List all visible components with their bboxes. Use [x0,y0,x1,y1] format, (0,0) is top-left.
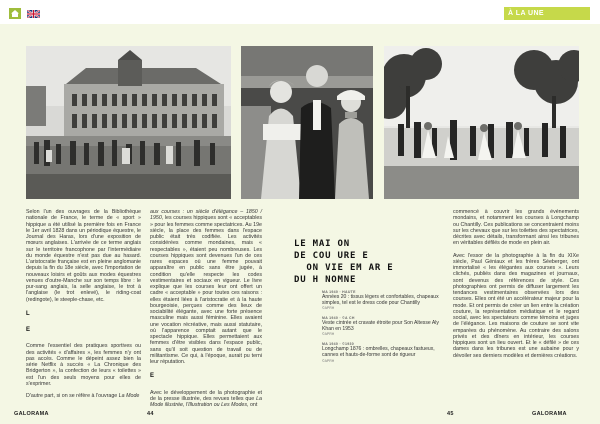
section-tab[interactable]: À LA UNE [504,7,590,20]
caption-ref: MA 1940 · HAUTE [322,290,356,294]
paragraph: Avec le développement de la photographie et de la presse illustrée, des revues telles que La Mode illustrée, l'Illustration ou Les Modes, ont [150,389,262,408]
left-page-number: 44 [147,411,154,417]
top-bar [0,0,600,24]
paragraph: Selon l'un des ouvrages de la Bibliothèque nationale de France, le terme de « sport » hippique a été utilisé la première fois en France le 1er avril 1828 dans un périodique équestre, le Journal des Haras, lors d'une exposition de mœurs anglaises. L'arrivée de ce terme anglais sur le territoire francophone par l'intermédiaire du monde équestre n'est pas due au hasard. L'aristocratie française est en pleine anglomanie depuis la fin du 18e siècle, avec l'importation de nouveaux loisirs et goûts aux modes équestres venues d'outre-Manche sur son temps libre : le pur-sang anglais, la selle anglaise, le trot à l'anglaise (le trot enlevé), le riding-coat (redingote), le steeple-chase, etc. [26,209,141,303]
section-marker: E [26,327,31,333]
paragraph: aux courses : un siècle d'élégance – 1850 / 1950, les courses hippiques sont « acceptables » pour les femmes comme spectatrices. Au 19e siècle, la place des femmes dans l'espace public était très codifiée. Les activités considérées comme mondaines, mais « respectables », étaient peu nombreuses. Les courses hippiques sont devenues l'un de ces rares espaces où une femme pouvait apparaître en public sans être jugée, à condition qu'elle respecte les codes vestimentaires et sociaux en vigueur. Le livre explique que les courses leur ont offert un cadre « acceptable » pour toutes ces raisons : elles étaient liées à l'aristocratie et à la haute bourgeoisie, perçues comme des lieux de sociabilité élégante, avec une forte présence masculine mais aussi féminine. Elles avaient une vocation récréative, mais aussi statutaire, où l'apparence comptait autant que le spectacle hippique. Elles permettaient aux femmes d'être visibles dans l'espace public, sans qu'il soit question de travail ou de militantisme. Ce qui, à l'époque, aurait pu terni leur réputation. [150,209,262,365]
caption [322,342,446,362]
caption-text: Années 20 : tissus légers et confortables, chapeaux simples, tel est le dress code pour Chantilly [322,294,439,307]
left-brand: GALORAMA [14,411,49,417]
caption [322,316,446,336]
crowd-photo [384,46,579,199]
caption-credit: ©APRH [322,332,335,337]
caption-ref: MA 1940 · ©A CH [322,316,355,321]
photo-captions [322,290,446,369]
section-marker: E [150,373,155,380]
caption-ref: MA 1940 · ©1930 [322,342,355,347]
caption-credit: ©APRH [322,306,335,311]
caption [322,290,446,310]
chateau-photo [26,46,231,199]
paragraph: D'autre part, si on se réfère à l'ouvrage La Mode [26,393,140,399]
paragraph: Comme l'essentiel des pratiques sportives ou des activités « d'affaires », les femmes n'y ont pas accès. Comme le dépeint assez bien la série Netflix à succès « La Chronique des Bridgerton », la confection de leurs « toilettes » est l'un des seuls moyens pour elles de s'exprimer. [26,343,141,387]
pull-quote-headline: LE MAI ON DE COU URE E ON VIE EM AR E DU H NOMNE [294,239,394,285]
article-column-2 [150,209,262,414]
article-column-4 [453,209,579,365]
uk-flag-icon[interactable] [27,10,40,18]
section-marker: L [26,310,30,317]
right-page-number: 45 [447,411,454,417]
caption-credit: ©APRH [322,358,335,363]
caption-text: Veste cintrée et cravate étroite pour Son Altesse Aly Khan en 1953 [322,320,439,333]
article-column-1 [26,209,141,405]
right-brand: GALORAMA [532,411,567,417]
paragraph: Avec l'essor de la photographie à la fin du XIXe siècle, Paul Géniaux et les frères Séeberger, ont immortalisé « les élégantes aux courses ». Leurs clichés, publiés dans des magazines et journaux, sont devenus des références de style. Ces photographies ont permis de diffuser largement les tendances vestimentaires observées lors des courses. Elles ont été un accélérateur majeur pour la mode. Et ont permis de créer un lien entre la création couture, la représentation médiatique et le regard social, avec les spectateurs comme témoins et juges de l'élégance. Les maisons de couture se sont vite emparées du phénomène. Au contraire des salons privés et des dîners en intérieur, les courses hippiques sont un lieu ouvert. Et le « défilé » de ces dames dans les tribunes est une aubaine pour y dévoiler ses derniers modèles et dernières créations. [453,252,579,359]
couple-photo [241,46,373,199]
caption-text: Longchamp 1876 : ombrelles, chapeaux fastueux, cannes et hauts-de-forme sont de rigueur [322,346,435,359]
paragraph: commencé à couvrir les grands événements mondains, et notamment les courses à Longchamp ou Chantilly. Ces publications se concentraient moins sur les chevaux que sur les toilettes des spectatrices, décrites avec détails, transformant ainsi les tribunes en véritables défilés de mode en plein air. [453,209,579,247]
home-icon[interactable] [9,8,21,19]
